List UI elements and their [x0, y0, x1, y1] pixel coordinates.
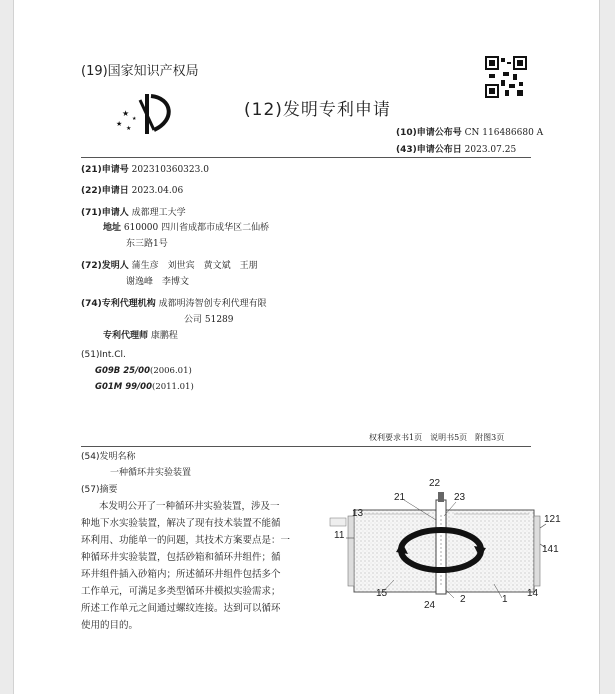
abstract-line-2: 种地下水实验装置，解决了现有技术装置不能循 [81, 518, 281, 529]
abstract-line-7: 所述工作单元之间通过螺纹连接。达到可以循环 [81, 603, 281, 614]
abstract-line-3: 环利用、功能单一的问题，其技术方案要点是：一 [81, 535, 291, 546]
abstract-divider [81, 446, 531, 447]
agency-line1: 成都明涛智创专利代理有限 [158, 299, 267, 309]
applicant-value: 成都理工大学 [131, 208, 186, 218]
ipc-code-1: G09B 25/00 [95, 366, 151, 376]
figure-label-121: 121 [544, 514, 561, 525]
inventors-row [81, 258, 258, 271]
figure-label-15: 15 [376, 588, 388, 599]
figure-label-11: 11 [334, 530, 345, 541]
publication-date-label: (43)申请公布日 [396, 145, 462, 155]
invention-name-label: (54)发明名称 [81, 452, 136, 462]
ipc-year-1: (2006.01) [150, 366, 192, 376]
abstract-line-5: 环井组件插入砂箱内；所述循环井组件包括多个 [81, 569, 281, 580]
publication-date-value: 2023.07.25 [464, 145, 517, 155]
svg-text:★: ★ [132, 116, 137, 122]
abstract-line-8: 使用的目的。 [81, 620, 139, 631]
abstract-line-1: 本发明公开了一种循环井实验装置，涉及一 [99, 501, 280, 512]
abstract-label: (57)摘要 [81, 485, 118, 495]
application-number-row [81, 162, 209, 175]
abstract-line-6: 工作单元，可满足多类型循环井模拟实验需求； [81, 586, 281, 597]
agent-row [103, 328, 178, 341]
agency-row [81, 296, 267, 309]
filing-date-row [81, 183, 183, 196]
patent-page [14, 0, 599, 694]
abstract-figure [324, 480, 569, 615]
ipc-year-2: (2011.01) [152, 382, 194, 392]
figure-label-2: 2 [460, 594, 466, 605]
svg-text:★: ★ [126, 125, 132, 132]
address-line2: 东三路1号 [126, 239, 168, 249]
inventors-line1: 蒲生彦 刘世宾 黄文斌 王朋 [131, 261, 258, 271]
applicant-row [81, 205, 186, 218]
figure-label-13: 13 [352, 508, 364, 519]
publication-number-label: (10)申请公布号 [396, 128, 462, 138]
publication-number-row [396, 125, 543, 138]
publication-date-row [396, 142, 516, 155]
ipc-class-1 [95, 366, 192, 376]
agent-label: 专利代理师 [103, 331, 149, 341]
filing-date-label: (22)申请日 [81, 186, 129, 196]
address-row [103, 220, 269, 233]
agent-value: 康鹏程 [150, 331, 178, 341]
ipc-code-2: G01M 99/00 [95, 382, 152, 392]
agency-label: (74)专利代理机构 [81, 299, 156, 309]
inventors-label: (72)发明人 [81, 261, 129, 271]
patent-office-heading: (19)国家知识产权局 [81, 64, 199, 79]
figure-label-21: 21 [394, 492, 406, 503]
svg-text:★: ★ [122, 109, 130, 118]
abstract-line-4: 种循环井实验装置，包括砂箱和循环井组件；循 [81, 552, 281, 563]
ipc-class-2 [95, 382, 194, 392]
figure-label-23: 23 [454, 492, 466, 503]
figure-label-24: 24 [424, 600, 436, 611]
page-counts: 权利要求书1页 说明书5页 附图3页 [369, 433, 505, 442]
invention-name-value: 一种循环井实验装置 [110, 468, 192, 478]
header-divider [81, 157, 531, 158]
inventors-line2: 谢逸峰 李博文 [126, 277, 190, 287]
figure-label-141: 141 [542, 544, 559, 555]
filing-date-value: 2023.04.06 [131, 186, 184, 196]
address-label: 地址 [103, 223, 122, 233]
figure-label-1: 1 [502, 594, 508, 605]
figure-label-14: 14 [527, 588, 539, 599]
cnipa-logo [114, 90, 184, 138]
address-line1: 610000 四川省成都市成华区二仙桥 [123, 223, 270, 233]
document-title: (12)发明专利申请 [244, 100, 391, 120]
int-cl-label: (51)Int.Cl. [81, 350, 126, 360]
publication-number-value: CN 116486680 A [464, 128, 544, 138]
agency-line2: 公司 51289 [184, 315, 234, 325]
qr-code [485, 56, 527, 98]
svg-text:★: ★ [116, 120, 123, 128]
applicant-label: (71)申请人 [81, 208, 129, 218]
application-number-value: 202310360323.0 [131, 165, 209, 175]
application-number-label: (21)申请号 [81, 165, 129, 175]
figure-label-22: 22 [429, 478, 441, 489]
